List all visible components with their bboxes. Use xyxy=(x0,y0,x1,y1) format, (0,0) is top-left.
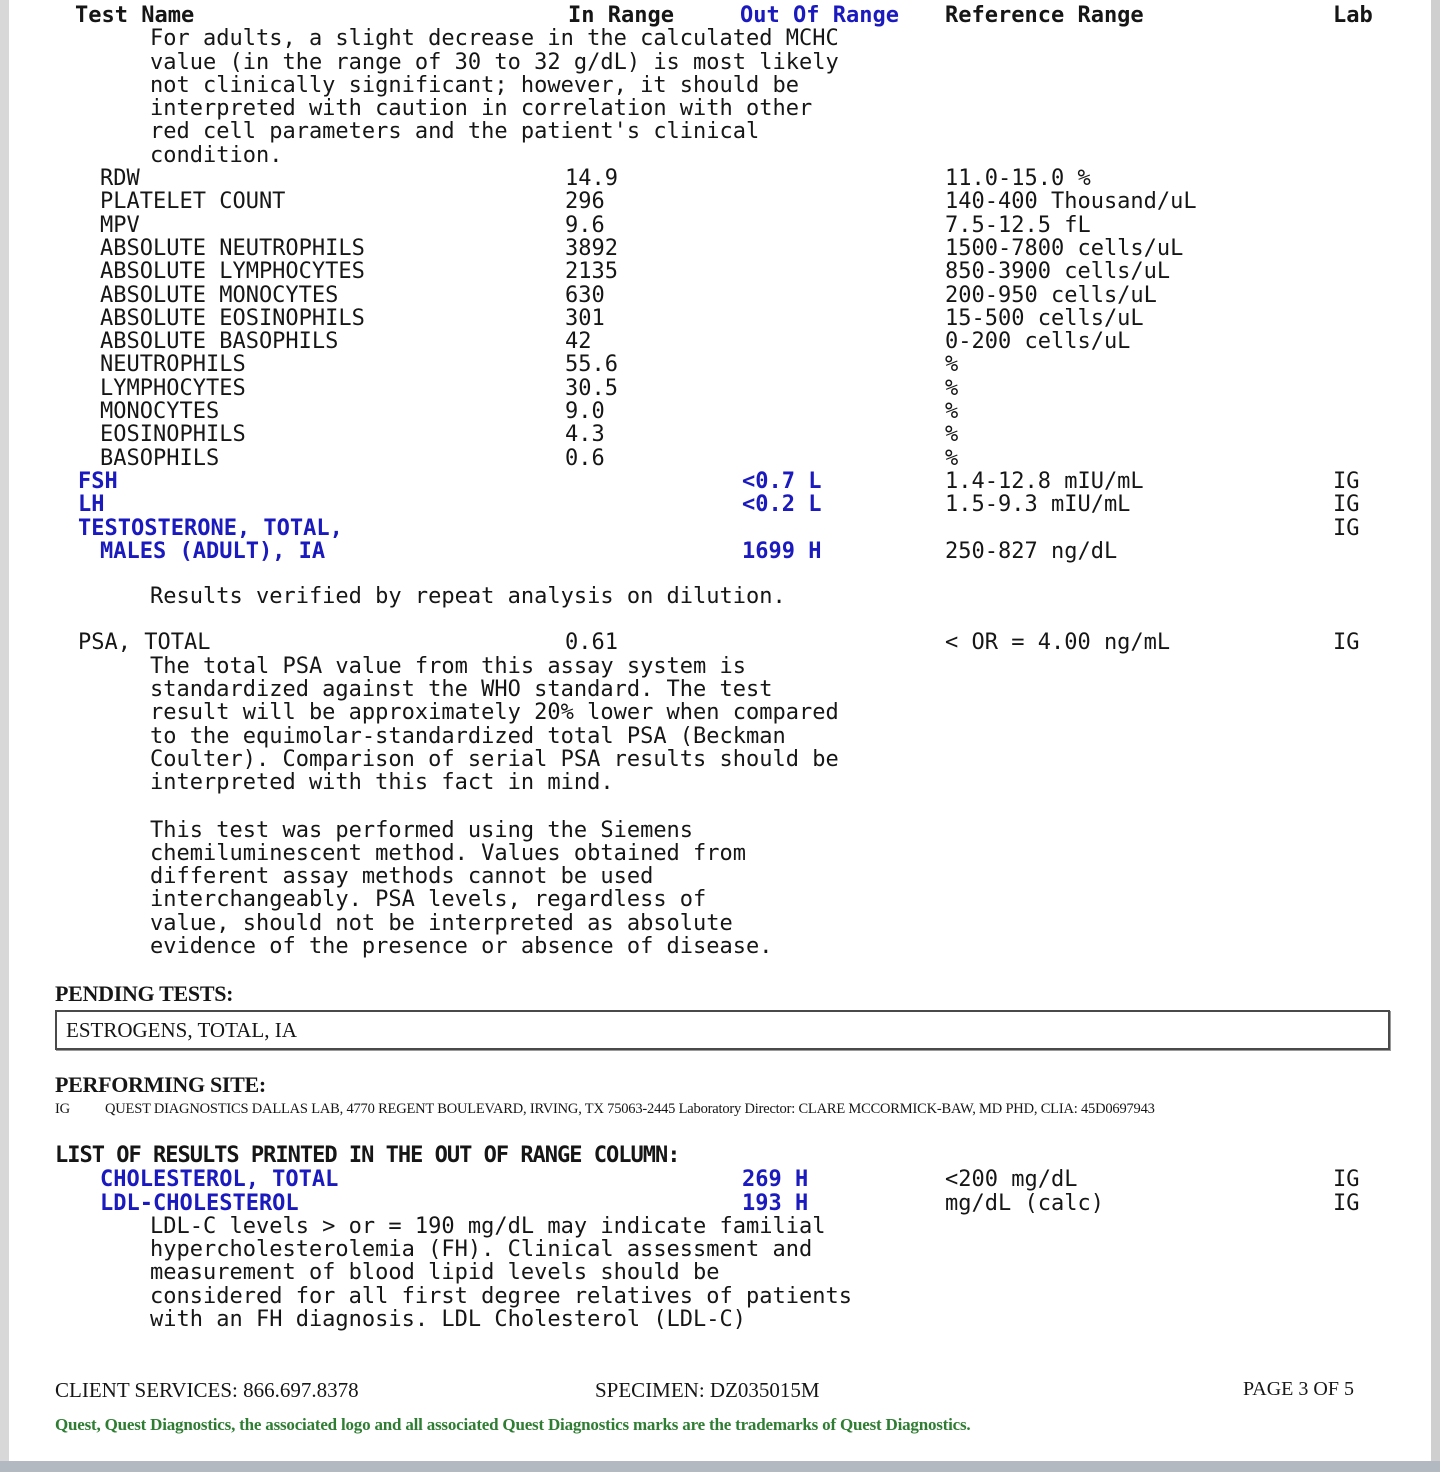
note-text: This test was performed using the Siemens xyxy=(150,817,694,843)
reference-range: < OR = 4.00 ng/mL xyxy=(945,630,1171,656)
test-name: ABSOLUTE NEUTROPHILS xyxy=(100,235,365,261)
note-line xyxy=(0,842,1432,865)
test-name: FSH xyxy=(78,468,118,494)
test-name: MPV xyxy=(100,212,140,238)
in-range-value: 301 xyxy=(565,305,605,331)
test-name: MONOCYTES xyxy=(100,399,220,425)
page-bottom-bar xyxy=(0,1461,1440,1472)
note-line xyxy=(0,74,1432,97)
in-range-value: 14.9 xyxy=(565,166,618,192)
results-table-body xyxy=(0,27,1432,958)
note-text: standardized against the WHO standard. The test xyxy=(150,677,773,703)
lab-code: IG xyxy=(1333,492,1360,518)
test-name: ABSOLUTE BASOPHILS xyxy=(100,329,339,355)
note-text: chemiluminescent method. Values obtained from xyxy=(150,840,747,866)
performing-site-heading: PERFORMING SITE: xyxy=(55,1072,266,1098)
note-text: not clinically significant; however, it should be xyxy=(150,72,800,98)
lab-code: IG xyxy=(1333,1190,1360,1216)
reference-range: % xyxy=(945,422,959,448)
test-name: CHOLESTEROL, TOTAL xyxy=(100,1167,339,1193)
note-text: Results verified by repeat analysis on dilution. xyxy=(150,584,786,610)
header-reference-range: Reference Range xyxy=(945,3,1144,28)
performing-site-detail: QUEST DIAGNOSTICS DALLAS LAB, 4770 REGENT BOULEVARD, IRVING, TX 75063-2445 Laboratory Director: CLARE MCCORMICK-BAW, MD PHD, CLIA: 45D0697943 xyxy=(105,1101,1155,1118)
note-line xyxy=(0,144,1432,167)
note-text: condition. xyxy=(150,142,283,168)
reference-range: mg/dL (calc) xyxy=(945,1190,1104,1216)
results-table-header xyxy=(0,4,1432,27)
note-text: considered for all first degree relatives of patients xyxy=(150,1283,852,1309)
reference-range: 1500-7800 cells/uL xyxy=(945,235,1184,261)
out-of-range-list-section xyxy=(0,1144,1432,1331)
result-row xyxy=(0,353,1432,376)
out-of-range-list-body xyxy=(0,1168,1432,1331)
note-text: Coulter). Comparison of serial PSA results should be xyxy=(150,746,839,772)
note-line xyxy=(0,1215,1432,1238)
reference-range: % xyxy=(945,399,959,425)
result-row xyxy=(0,447,1432,470)
test-name: MALES (ADULT), IA xyxy=(100,538,326,564)
client-services-phone: CLIENT SERVICES: 866.697.8378 xyxy=(55,1378,359,1403)
header-out-of-range: Out Of Range xyxy=(740,3,899,28)
page-right-edge xyxy=(1431,0,1440,1462)
reference-range: % xyxy=(945,445,959,471)
note-text: to the equimolar-standardized total PSA (Beckman xyxy=(150,723,786,749)
in-range-value: 9.6 xyxy=(565,212,605,238)
test-name: PSA, TOTAL xyxy=(78,630,211,656)
note-text: For adults, a slight decrease in the calculated MCHC xyxy=(150,26,839,52)
in-range-value: 2135 xyxy=(565,259,618,285)
test-name: NEUTROPHILS xyxy=(100,352,246,378)
note-line xyxy=(0,912,1432,935)
note-line xyxy=(0,1261,1432,1284)
note-line xyxy=(0,771,1432,794)
note-text: result will be approximately 20% lower when compared xyxy=(150,700,839,726)
specimen-id: SPECIMEN: DZ035015M xyxy=(595,1378,820,1403)
test-name: LYMPHOCYTES xyxy=(100,375,246,401)
reference-range: 15-500 cells/uL xyxy=(945,305,1144,331)
trademark-notice: Quest, Quest Diagnostics, the associated logo and all associated Quest Diagnostics marks are the trademarks of Quest Diagnostics. xyxy=(55,1415,971,1435)
lab-code: IG xyxy=(1333,1167,1360,1193)
test-name: ABSOLUTE EOSINOPHILS xyxy=(100,305,365,331)
spacer xyxy=(0,563,1432,585)
result-row xyxy=(0,284,1432,307)
note-text: LDL-C levels > or = 190 mg/dL may indicate familial xyxy=(150,1213,826,1239)
result-row xyxy=(0,470,1432,493)
result-row xyxy=(0,1168,1432,1191)
in-range-value: 4.3 xyxy=(565,422,605,448)
pending-tests-box xyxy=(55,1010,1390,1050)
note-line xyxy=(0,888,1432,911)
result-row xyxy=(0,493,1432,516)
note-text: hypercholesterolemia (FH). Clinical assessment and xyxy=(150,1237,813,1263)
note-line xyxy=(0,865,1432,888)
result-row xyxy=(0,330,1432,353)
note-text: The total PSA value from this assay system is xyxy=(150,653,747,679)
note-line xyxy=(0,1238,1432,1261)
result-row xyxy=(0,307,1432,330)
reference-range: 0-200 cells/uL xyxy=(945,329,1131,355)
reference-range: 11.0-15.0 % xyxy=(945,166,1091,192)
note-text: evidence of the presence or absence of disease. xyxy=(150,933,773,959)
note-text: measurement of blood lipid levels should be xyxy=(150,1260,720,1286)
performing-site-section xyxy=(0,1073,1432,1118)
test-name: BASOPHILS xyxy=(100,445,220,471)
test-name: ABSOLUTE LYMPHOCYTES xyxy=(100,259,365,285)
note-text: interchangeably. PSA levels, regardless of xyxy=(150,887,707,913)
result-row xyxy=(0,167,1432,190)
note-text: with an FH diagnosis. LDL Cholesterol (LDL-C) xyxy=(150,1307,747,1333)
in-range-value: 55.6 xyxy=(565,352,618,378)
note-text: value, should not be interpreted as absolute xyxy=(150,910,733,936)
reference-range: % xyxy=(945,352,959,378)
note-line xyxy=(0,120,1432,143)
out-of-range-value: 1699 H xyxy=(742,538,822,564)
note-line xyxy=(0,97,1432,120)
result-row xyxy=(0,400,1432,423)
test-name: LH xyxy=(78,492,105,518)
result-row xyxy=(0,190,1432,213)
in-range-value: 630 xyxy=(565,282,605,308)
note-line xyxy=(0,51,1432,74)
result-row xyxy=(0,517,1432,540)
reference-range: <200 mg/dL xyxy=(945,1167,1078,1193)
note-line xyxy=(0,819,1432,842)
performing-site-lab-code: IG xyxy=(55,1101,70,1118)
in-range-value: 42 xyxy=(565,329,592,355)
in-range-value: 0.6 xyxy=(565,445,605,471)
reference-range: 250-827 ng/dL xyxy=(945,538,1118,564)
note-text: red cell parameters and the patient's clinical xyxy=(150,119,760,145)
header-in-range: In Range xyxy=(568,3,674,28)
pending-test-item: ESTROGENS, TOTAL, IA xyxy=(66,1017,297,1042)
result-row xyxy=(0,540,1432,563)
in-range-value: 9.0 xyxy=(565,399,605,425)
out-of-range-value: 269 H xyxy=(742,1167,809,1193)
header-lab: Lab xyxy=(1333,3,1373,28)
out-of-range-list-heading: LIST OF RESULTS PRINTED IN THE OUT OF RANGE COLUMN: xyxy=(55,1143,680,1169)
spacer xyxy=(0,608,1432,631)
note-text: interpreted with this fact in mind. xyxy=(150,770,614,796)
test-name: PLATELET COUNT xyxy=(100,189,286,215)
out-of-range-value: <0.2 L xyxy=(742,492,822,518)
result-row xyxy=(0,377,1432,400)
spacer xyxy=(0,795,1432,819)
note-line xyxy=(0,1308,1432,1331)
in-range-value: 296 xyxy=(565,189,605,215)
pending-tests-section xyxy=(0,982,1432,1050)
result-row xyxy=(0,631,1432,654)
reference-range: 850-3900 cells/uL xyxy=(945,259,1171,285)
note-line xyxy=(0,748,1432,771)
lab-code: IG xyxy=(1333,630,1360,656)
in-range-value: 0.61 xyxy=(565,630,618,656)
pending-tests-heading: PENDING TESTS: xyxy=(55,981,234,1007)
note-text: interpreted with caution in correlation with other xyxy=(150,96,813,122)
note-line xyxy=(0,585,1432,608)
lab-code: IG xyxy=(1333,468,1360,494)
result-row xyxy=(0,260,1432,283)
header-test-name: Test Name xyxy=(75,3,195,28)
result-row xyxy=(0,214,1432,237)
out-of-range-value: <0.7 L xyxy=(742,468,822,494)
note-line xyxy=(0,678,1432,701)
note-text: different assay methods cannot be used xyxy=(150,864,654,890)
result-row xyxy=(0,1192,1432,1215)
reference-range: 200-950 cells/uL xyxy=(945,282,1157,308)
page-number: PAGE 3 OF 5 xyxy=(1243,1378,1354,1401)
in-range-value: 3892 xyxy=(565,235,618,261)
note-text: value (in the range of 30 to 32 g/dL) is most likely xyxy=(150,49,839,75)
note-line xyxy=(0,27,1432,50)
reference-range: 140-400 Thousand/uL xyxy=(945,189,1197,215)
result-row xyxy=(0,423,1432,446)
note-line xyxy=(0,725,1432,748)
reference-range: 7.5-12.5 fL xyxy=(945,212,1091,238)
lab-code: IG xyxy=(1333,515,1360,541)
note-line xyxy=(0,1285,1432,1308)
reference-range: 1.4-12.8 mIU/mL xyxy=(945,468,1144,494)
reference-range: 1.5-9.3 mIU/mL xyxy=(945,492,1131,518)
note-line xyxy=(0,701,1432,724)
test-name: ABSOLUTE MONOCYTES xyxy=(100,282,339,308)
test-name: LDL-CHOLESTEROL xyxy=(100,1190,299,1216)
out-of-range-value: 193 H xyxy=(742,1190,809,1216)
performing-site-line xyxy=(55,1101,1432,1118)
test-name: TESTOSTERONE, TOTAL, xyxy=(78,515,343,541)
reference-range: % xyxy=(945,375,959,401)
in-range-value: 30.5 xyxy=(565,375,618,401)
note-line xyxy=(0,935,1432,958)
test-name: EOSINOPHILS xyxy=(100,422,246,448)
test-name: RDW xyxy=(100,166,140,192)
result-row xyxy=(0,237,1432,260)
page-footer xyxy=(0,1378,1432,1404)
note-line xyxy=(0,655,1432,678)
